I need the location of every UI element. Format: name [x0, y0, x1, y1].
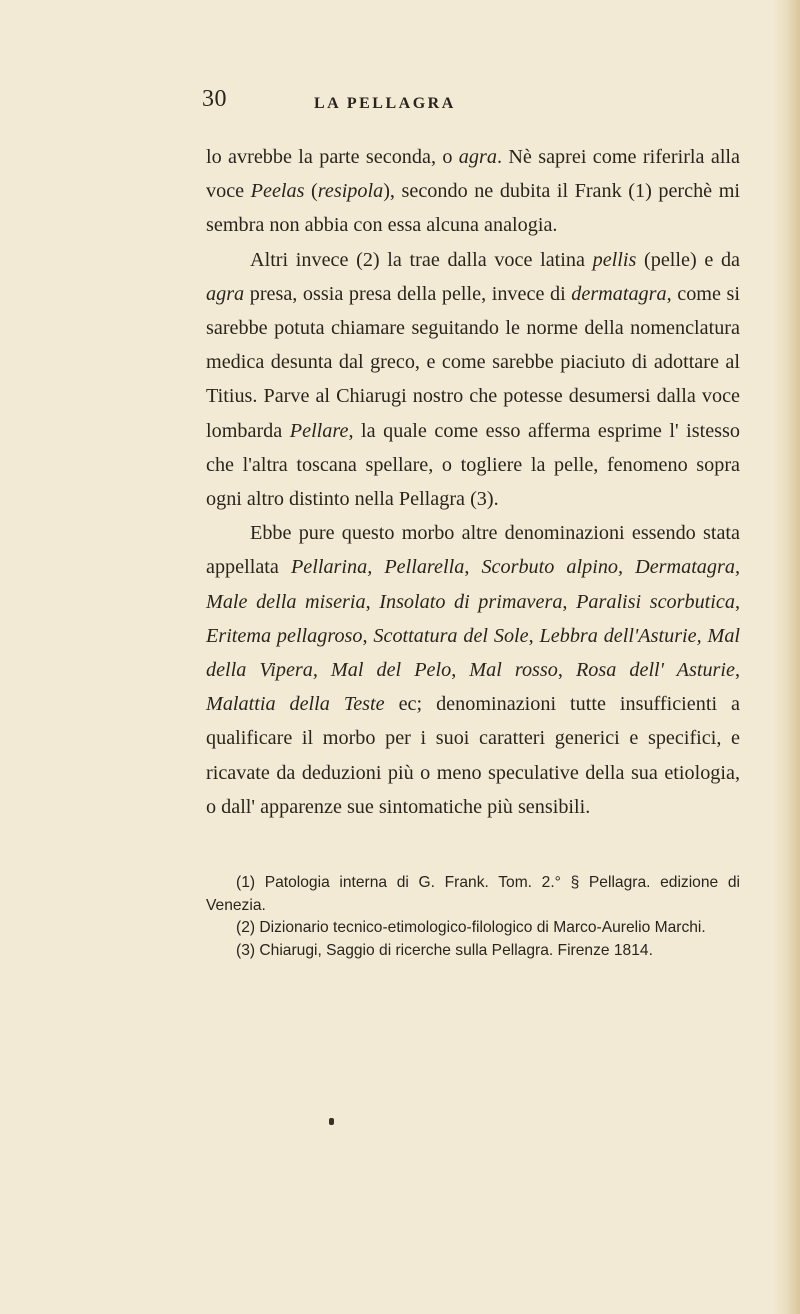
text-run: ,	[362, 624, 374, 647]
text-run: ec; denominazioni tutte insufficienti a qualificare il morbo per i suoi caratteri generici e specifici, e ricavate da deduzioni più o meno speculative della sua etiologia, o dall' apparenze sue sintomatiche più sensibili.	[206, 693, 740, 818]
text-run: ,	[562, 590, 577, 613]
italic-term: Peelas	[250, 180, 305, 203]
italic-term: Paralisi scorbutica	[576, 590, 735, 613]
italic-term: Mal rosso	[469, 659, 558, 682]
italic-term: resipola	[317, 180, 384, 203]
text-run: , la quale come esso afferma esprime l' istesso che l'altra toscana spellare, o togliere la pelle, fenomeno sopra ogni altro distinto nella Pellagra (3).	[206, 419, 740, 511]
italic-term: pellis	[592, 248, 637, 271]
italic-term: Insolato di primavera	[379, 590, 563, 613]
italic-term: Rosa dell' Asturie	[575, 659, 735, 682]
ink-speck	[329, 1118, 334, 1125]
body-text	[206, 140, 740, 824]
italic-term: dermatagra	[571, 282, 667, 305]
italic-term: Eritema pellagroso	[206, 624, 363, 647]
text-run: (pelle) e da	[636, 248, 740, 271]
italic-term: Scorbuto alpino, Dermatagra, Male della miseria	[206, 556, 740, 613]
text-run: ,	[365, 590, 380, 613]
italic-term: Malattia della Teste	[206, 693, 385, 716]
text-run: Ebbe pure questo morbo altre denominazioni essendo stata appellata	[206, 522, 740, 579]
text-run: lo avrebbe la parte seconda, o	[206, 146, 459, 168]
italic-term: Lebbra dell'Asturie, Mal della Vipera, Mal del Pelo	[206, 624, 741, 682]
text-run: , come si sarebbe potuta chiamare seguitando le norme della nomenclatura medica desunta dal greco, e come sarebbe piaciuto di adottare al Titius. Parve al Chiarugi nostro che potesse desumersi dalla voce lombarda	[206, 282, 740, 442]
italic-term: Scottatura del Sole	[373, 624, 529, 647]
italic-term: Pellarina, Pellarella	[290, 556, 465, 579]
paragraph-2	[206, 243, 740, 517]
italic-term: agra	[206, 282, 245, 305]
footnote-1: (1) Patologia interna di G. Frank. Tom. 2.° § Pellagra. edizione di Venezia.	[206, 874, 740, 914]
paragraph-1	[206, 140, 740, 243]
text-run: presa, ossia presa della pelle, invece di	[244, 282, 572, 305]
text-run: ,	[734, 659, 741, 682]
text-run: ,	[451, 659, 470, 682]
text-run: ,	[464, 556, 482, 579]
text-run: ,	[734, 590, 740, 613]
paragraph-3	[206, 516, 740, 824]
footnote-3: (3) Chiarugi, Saggio di ricerche sulla Pellagra. Firenze 1814.	[236, 942, 653, 960]
text-run: . Nè saprei come riferirla alla voce	[206, 146, 740, 203]
running-title: LA PELLAGRA	[314, 95, 456, 112]
footnote-2: (2) Dizionario tecnico-etimologico-filologico di Marco-Aurelio Marchi.	[236, 919, 706, 937]
page-edge-shadow	[772, 0, 800, 1314]
footnotes	[206, 872, 740, 963]
text-run: ), secondo ne dubita il Frank (1) perchè mi sembra non abbia con essa alcuna analogia.	[206, 180, 741, 237]
text-run: Altri invece (2) la trae dalla voce latina	[250, 248, 593, 271]
text-run: ,	[557, 659, 576, 682]
text-run: ,	[528, 624, 540, 647]
italic-term: Pellare	[289, 419, 349, 442]
italic-term: agra	[458, 146, 497, 168]
page-header	[0, 86, 800, 122]
text-run: (	[304, 180, 318, 203]
page-number: 30	[202, 86, 227, 112]
